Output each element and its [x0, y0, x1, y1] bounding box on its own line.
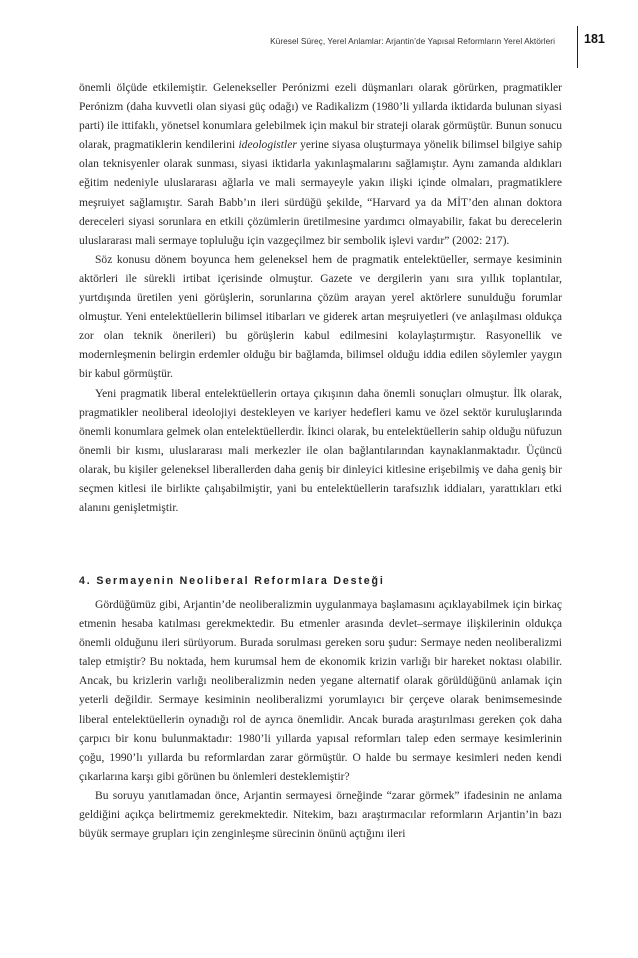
paragraph-3: Yeni pragmatik liberal entelektüellerin ortaya çıkışının daha önemli sonuçları olmuştur. İlk olarak, pragmatikler neoliberal ideolojiyi destekleyen ve kariyer hedefleri kamu ve özel sektör kuruluşlarında önemli konumlara gelmek olan entelektüellerdir. İkinci olarak, bu entelektüellerin sahip olduğu nüfuzun önemli bir kısmı, uluslararası mali merkezler ile olan bağlantılarından kaynaklanmaktadır. Üçüncü olarak, bu kişiler geleneksel liberallerden daha geniş bir dinleyici kitlesine erişebilmiş ve daha geniş bir seçmen kitlesi ile birlikte çalışabilmiştir, yani bu entelektüellerin tarafsızlık iddiaları, yarattıkları etki alanını genişletmiştir. — [79, 387, 562, 515]
page-number: 181 — [584, 32, 605, 46]
running-head: Küresel Süreç, Yerel Anlamlar: Arjantin’de Yapısal Reformların Yerel Aktörleri — [270, 36, 555, 46]
paragraph-1 — [79, 79, 562, 251]
paragraph-1-part-a: önemli ölçüde etkilemiştir. Gelenekseller Perónizmi ezeli düşmanları olarak görürken, pragmatikler Perónizm (daha kuvvetli olan siyasi güç odağı) ve Radikalizm (1980’li yıllarda iktidarda bulunan siyasi parti) ile ittifaklı, yönetsel konumlara gelebilmek için makul bir strateji olarak görmüştür. Bunun sonucu olarak, pragmatiklerin kendilerini — [79, 82, 562, 152]
section-heading: 4. Sermayenin Neoliberal Reformlara Desteği — [79, 575, 385, 587]
paragraph-1-part-b: yerine siyasa oluşturmaya yönelik bilimsel bilgiye sahip olan teknisyenler olarak sunması, siyasi iktidarla yakınlaşmalarını sağlamıştır. Aynı zamanda aldıkları eğitim nedeniyle uluslararası ağlarla ve mali sermayeyle yakın ilişki içinde olmaları, pragmatiklere meşruiyet sağlamıştır. Sarah Babb’ın ileri sürdüğü şekilde, “Harvard ya da MİT’den alınan doktora dereceleri siyasi sorunlara en etkili çözümlerin üretilmesine yardımcı olmayabilir, fakat bu derecelerin uluslararası mali sermaye topluluğu için vazgeçilmez bir sembolik işlevi vardır” (2002: 217). — [79, 139, 562, 247]
header-divider — [577, 26, 578, 68]
paragraph-4: Gördüğümüz gibi, Arjantin’de neoliberalizmin uygulanmaya başlamasını açıklayabilmek için birkaç etmenin hesaba katılması gerekmektedir. Bu etmenler arasında devlet–sermaye ilişkilerinin oldukça önemli olduğunu ileri sürüyorum. Burada sorulması gereken soru şudur: Sermaye neden neoliberalizmi talep etmiştir? Bu noktada, hem kurumsal hem de ekonomik krizin varlığı bir hareket noktası olabilir. Ancak, bu krizlerin varlığı neoliberalizmin neden yegane alternatif olarak görüldüğünü anlamak için yeterli değildir. Sermaye kesiminin neoliberalizmi yorumlayıcı bir çerçeve olarak benimsemesinde liberal entelektüellerin oynadığı rol de ayrıca önemlidir. Ancak burada araştırılması gereken çok daha çarpıcı bir konu bulunmaktadır: 1980’li yıllarda yapısal reformları talep eden sermaye kesimlerinin çoğu, 1990’lı yıllarda bu reformlardan zarar görmüştür. O halde bu sermaye kesimleri neden kendi çıkarlarına karşı gibi görünen bu önlemleri desteklemiştir? — [79, 599, 562, 783]
italic-term: ideologistler — [238, 139, 297, 152]
paragraph-2: Söz konusu dönem boyunca hem geleneksel hem de pragmatik entelektüeller, sermaye kesiminin aktörleri ile sürekli irtibat içerisinde olmuştur. Gazete ve dergilerin yanı sıra yıllık toplantılar, yurtdışında üretilen yeni görüşlerin, sorunlarına çözüm arayan yerel aktörlere sunulduğu forumlar olmuştur. Yeni entelektüellerin bilimsel itibarları ve giderek artan meşruiyetleri (ve anlaşılması oldukça zor olan teknik önerileri) bu görüşlerin kabul edilmesini kolaylaştırmıştır. Rasyonellik ve modernleşmenin belirgin erdemler olduğu bir bağlamda, bilimsel olduğu iddia edilen söylemler yaygın bir kabul görmüştür. — [79, 253, 562, 381]
body-text-section-2 — [79, 596, 562, 844]
paragraph-5: Bu soruyu yanıtlamadan önce, Arjantin sermayesi örneğinde “zarar görmek” ifadesinin ne anlama geldiğini açıkça belirtmemiz gerekmektedir. Nitekim, bazı araştırmacılar reformların Arjantin’in bazı büyük sermaye grupları için zenginleşme sürecinin önünü açtığını ileri — [79, 789, 562, 841]
body-text-section-1 — [79, 79, 562, 518]
